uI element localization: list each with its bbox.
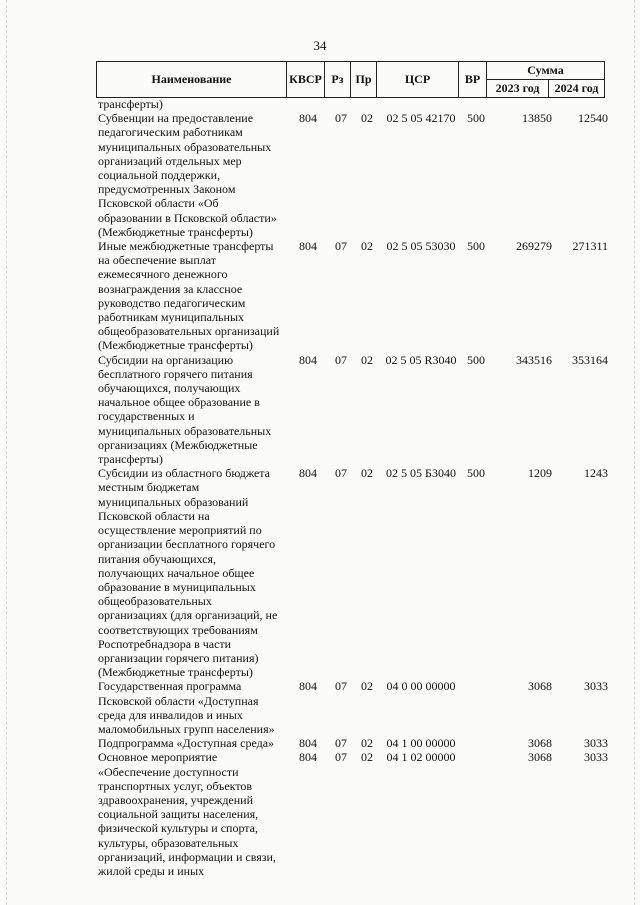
- row-csr: 02 5 05 42170: [386, 111, 456, 126]
- row-pr: 02: [361, 736, 373, 751]
- table-body: [0, 97, 640, 878]
- header-csr: ЦСР: [377, 62, 459, 98]
- row-vr: 500: [467, 239, 485, 254]
- table-header: [96, 61, 605, 98]
- row-sum-2024: 353164: [572, 352, 608, 367]
- row-sum-2024: 3033: [584, 750, 608, 765]
- row-rz: 07: [335, 736, 347, 751]
- row-rz: 07: [335, 466, 347, 481]
- header-pr: Пр: [351, 62, 377, 98]
- row-kvsr: 804: [299, 736, 317, 751]
- row-sum-2023: 3068: [528, 750, 552, 765]
- row-pr: 02: [361, 466, 373, 481]
- row-vr: 500: [467, 111, 485, 126]
- row-name: Подпрограмма «Доступная среда»: [98, 736, 275, 751]
- header-year-2023: 2023 год: [487, 80, 549, 98]
- row-name: Иные межбюджетные трансферты на обеспечение выплат ежемесячного денежного вознаграждения за классное руководство педагогическим работникам муниципальных общеобразовательных организаций (Межбюджетные трансферты): [98, 239, 280, 353]
- row-pr: 02: [361, 239, 373, 254]
- row-sum-2024: 12540: [578, 111, 608, 126]
- row-rz: 07: [335, 750, 347, 765]
- table-row: [0, 239, 640, 353]
- row-csr: 04 0 00 00000: [386, 679, 456, 694]
- row-csr: 02 5 05 Б3040: [386, 466, 456, 481]
- header-rz: Рз: [325, 62, 351, 98]
- row-sum-2024: 3033: [584, 679, 608, 694]
- header-vr: ВР: [459, 62, 487, 98]
- row-sum-2023: 343516: [516, 352, 552, 367]
- row-csr: 02 5 05 R3040: [385, 352, 457, 367]
- row-kvsr: 804: [299, 750, 317, 765]
- row-pr: 02: [361, 750, 373, 765]
- row-name: трансферты): [98, 97, 163, 111]
- table-row: [0, 679, 640, 736]
- row-vr: 500: [467, 466, 485, 481]
- row-pr: 02: [361, 679, 373, 694]
- row-kvsr: 804: [299, 679, 317, 694]
- row-kvsr: 804: [299, 352, 317, 367]
- row-name: Государственная программа Псковской области «Доступная среда для инвалидов и иных маломобильных групп населения»: [98, 679, 275, 736]
- row-kvsr: 804: [299, 466, 317, 481]
- row-vr: 500: [467, 352, 485, 367]
- header-sum: Сумма: [487, 62, 605, 80]
- table-row: [0, 111, 640, 239]
- row-csr: 04 1 00 00000: [386, 736, 456, 751]
- table-row: [0, 736, 640, 750]
- row-sum-2023: 269279: [516, 239, 552, 254]
- row-pr: 02: [361, 111, 373, 126]
- row-kvsr: 804: [299, 111, 317, 126]
- row-sum-2023: 3068: [528, 736, 552, 751]
- row-sum-2024: 1243: [584, 466, 608, 481]
- header-kvsr: КВСР: [287, 62, 325, 98]
- page-number: 34: [313, 38, 327, 53]
- header-name: Наименование: [97, 62, 287, 98]
- table-row: [0, 750, 640, 878]
- row-kvsr: 804: [299, 239, 317, 254]
- row-sum-2023: 1209: [528, 466, 552, 481]
- row-csr: 02 5 05 53030: [386, 239, 456, 254]
- row-name: Субвенции на предоставление педагогическим работникам муниципальных образовательных организаций отдельных мер социальной поддержки, предусмотренных Законом Псковской области «Об образовании в Псковской области» (Межбюджетные трансферты): [98, 111, 277, 239]
- row-csr: 04 1 02 00000: [386, 750, 456, 765]
- row-sum-2023: 3068: [528, 679, 552, 694]
- row-rz: 07: [335, 679, 347, 694]
- header-year-2024: 2024 год: [549, 80, 605, 98]
- row-rz: 07: [335, 352, 347, 367]
- table-row: [0, 97, 640, 111]
- row-name: Основное мероприятие «Обеспечение доступности транспортных услуг, объектов здравоохранения, учреждений социальной защиты населения, физической культуры и спорта, культуры, образовательных организаций, информации и связи, жилой среды и иных: [98, 750, 276, 878]
- table-row: [0, 353, 640, 467]
- row-name: Субсидии из областного бюджета местным бюджетам муниципальных образований Псковской области на осуществление мероприятий по организации бесплатного горячего питания обучающихся, получающих начальное общее образование в муниципальных общеобразовательных организациях (для организаций, не соответствующих требованиям Роспотребнадзора в части организации горячего питания) (Межбюджетные трансферты): [98, 466, 278, 680]
- row-sum-2024: 3033: [584, 736, 608, 751]
- table-row: [0, 466, 640, 679]
- row-sum-2024: 271311: [572, 239, 608, 254]
- row-rz: 07: [335, 111, 347, 126]
- row-sum-2023: 13850: [522, 111, 552, 126]
- row-name: Субсидии на организацию бесплатного горячего питания обучающихся, получающих начальное общее образование в государственных и муниципальных образовательных организациях (Межбюджетные трансферты): [98, 352, 272, 467]
- row-pr: 02: [361, 352, 373, 367]
- row-rz: 07: [335, 239, 347, 254]
